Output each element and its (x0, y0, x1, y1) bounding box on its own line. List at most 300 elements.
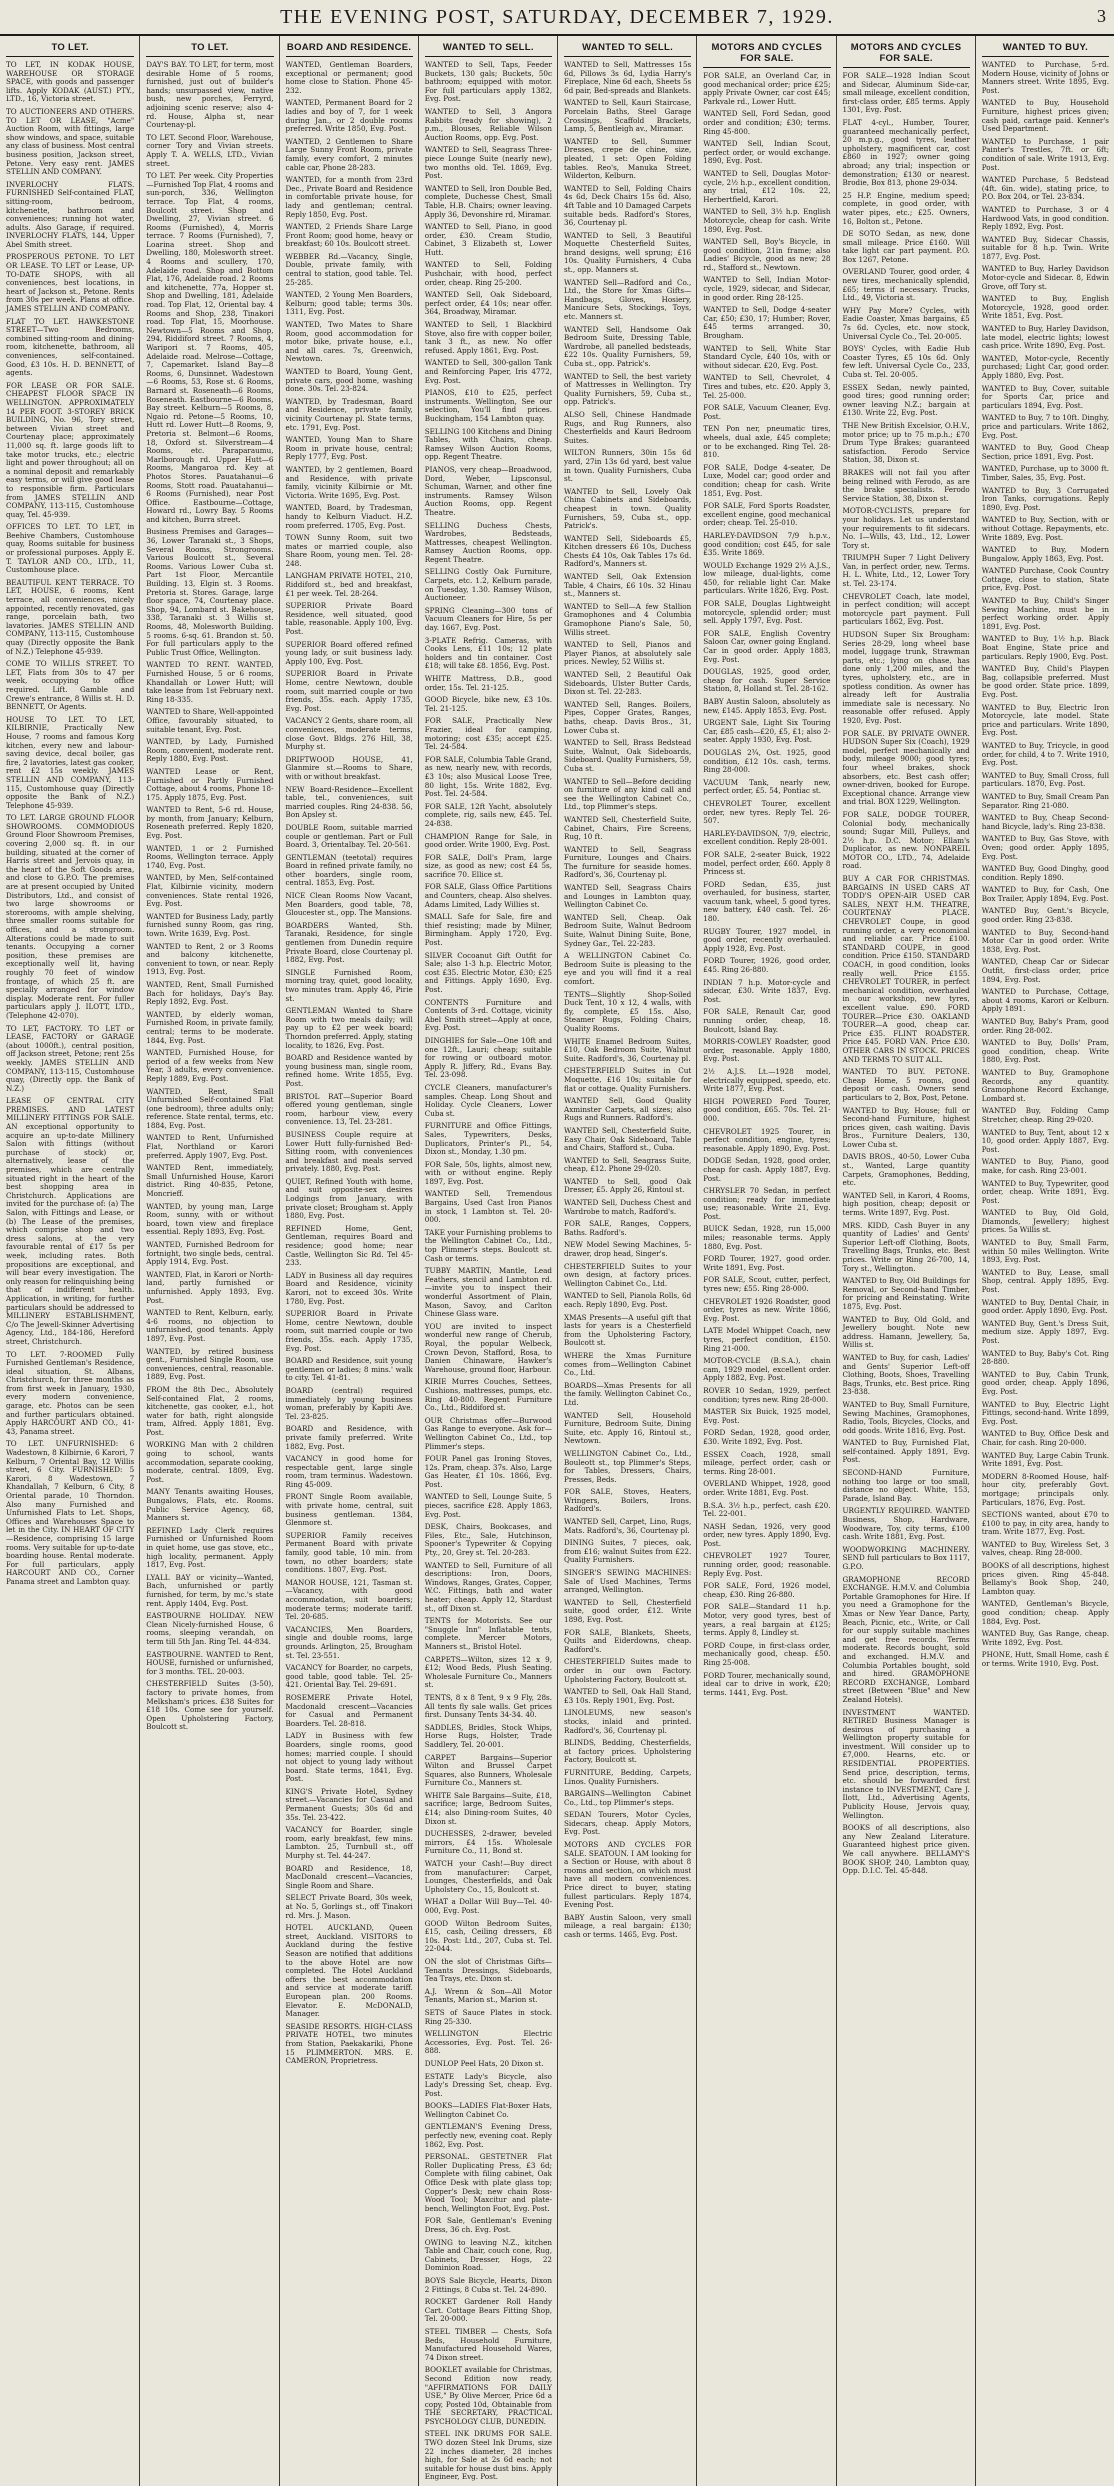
classified-ad: MANY Tenants awaiting Houses, Bungalows, Flats, etc. Rooms. Public Service Agency, 68, Manners st. (146, 1487, 274, 1523)
classified-ad: FOR SALE, an Overland Car, in good mechanical order; price £25; apply Private Owner, car cost £45; Parkvale rd., Lower Hutt. (703, 71, 831, 106)
classified-ad: WANTED Purchase, Cook Country Cottage, close to station, State price, Evg. Post. (981, 566, 1109, 593)
classified-ad: WANTED to Sell, Seagrass Three-piece Lounge Suite (nearly new), two months old. Tel. 1869, Evg. Post. (424, 145, 552, 181)
classified-ad: FURNITURE and Office Fittings, Sales, Typewriters, Desks, Duplicators, Printer's Pl., 54, Dixon st., Monday, 1.30 pm. (424, 1121, 552, 1157)
classified-ad: WANTED to Buy, 3 Corrugated Iron Tanks, corrugations. Reply 1890, Evg. Post. (981, 485, 1109, 512)
classified-ad: WANTED, Purchase, up to 3000 ft. Timber, Sales, 35, Evg. Post. (981, 464, 1109, 482)
column-heading: WANTED TO BUY. (982, 40, 1109, 57)
classified-ad: WANTED, 2 Friends Share Large Front Room; good home, heavy or breakfast; 60 10s. Boulcott street. (285, 222, 413, 249)
classified-ad: FOR SALE, 12ft Yacht, absolutely complete, rig, sails new, £45. Tel. 24-838. (424, 801, 552, 828)
classified-ad: WANTED to Board, Young Gent, private cars, good home, washing done. 30s. Tel. 23-824. (285, 367, 413, 394)
classified-ad: SPRING Cleaning—300 tons of Vacuum Cleaners for Hire, 5s per day. 1667, Evg. Post. (424, 605, 552, 633)
classified-ad: WANTED, Furnished House, for period of a few weeks from New Year, 3 adults, every convenience. Reply 1889, Evg. Post. (146, 1048, 274, 1083)
classified-ad: LADY in Business with few Boarders, single rooms, good homes; married couple. I should not object to young lady without board. State terms, 1841, Evg. Post. (285, 1731, 413, 1784)
classified-ad: TEN Pon ner, pneumatic tires, wheels, dual axle, £45 complete; or to be exchanged. Ring Tel. 28-810. (703, 424, 831, 460)
classified-ad: DOUBLE Room, suitable married couple or gentleman. Part or Full Board. 3, Orientalbay. Tel. 20-561. (285, 822, 413, 850)
classified-ad: VACANCY for Boarder, no carpets, good table, good table. Tel. 25-421. Oriental Bay. Tel. 29-691. (285, 1663, 413, 1690)
classified-ad: OVERLAND Whippet, 1928, good order. Write 1881, Evg. Post. (703, 1479, 831, 1497)
classified-ad: BLINDS, Bedding, Chesterfields, at factory prices. Upholstering Factory, Boulcott st. (564, 1738, 692, 1765)
classified-ad: GRAMOPHONE RECORD EXCHANGE. H.M.V. and Columbia Portable Gramophones for Hire. If you need a Gramophone for the Xmas or New Year Dance, Party, Beach, Picnic, etc., Write, or Call for our supply suitable machines and get free records. Terms moderate. Records bought, sold and exchanged. H.M.V. and Columbia Portables bought, sold and hired. GRAMOPHONE RECORD EXCHANGE, Lombard street (Between "Blue" and New Zealand Hotels). (842, 1574, 970, 1704)
classified-ad: BOOKS of all descriptions, also any New Zealand Literature. Guaranteed highest price given. We call anywhere. BELLAMY'S BOOK SHOP, 240, Lambton quay, Opp. D.I.C. Tel. 45-848. (842, 1823, 970, 1876)
classified-ad: WHITE Sale Bargains—Suite, £18, sacrifice; large, Bedroom Suites, £14; also Dining-room Suites, 40 Dixon st. (424, 1790, 552, 1826)
classified-ad: WELLINGTON Cabinet Co., Ltd., Bouleott st., top Plimmer's Steps, for Tables, Dressers, Chairs, Presses, Beds. (564, 1448, 692, 1484)
classified-ad: CHRYSLER 70 Sedan, in perfect condition; ready for immediate use; reasonable. Write 21, Evg. Post. (703, 1186, 831, 1221)
classified-ad: SECTIONS wanted, about £70 to £100 to pay, in city area, handy to tram. Write 1877, Evg. Post. (981, 1510, 1109, 1537)
classified-ad: OFFICES TO LET. TO LET, in Beehive Chambers, Customhouse quay, Rooms suitable for business or professional purposes. Apply E. T. TAYLOR AND CO., LTD., 11, Customhouse place. (6, 522, 135, 575)
classified-ad: OUR Christmas offer—Burwood Gas Range to everyone. Ask for—Wellington Cabinet Co., Ltd., top Plimmer's steps. (424, 1415, 552, 1451)
classified-ad: WANTED to Purchase, 5-rd. Modern House, vicinity of Johns or Manners street. Write 1895, Evg. Post. (981, 60, 1109, 95)
classified-ad: WANTED to Sell, Dodge 4-seater Car, £50; £30, 17; Humber; Rover, £45 terms arranged. 30, Brougham. (703, 305, 831, 341)
classified-ad: WANTED Sell, Oak Extension Table, 4 Chairs, £6 10s. 32 Hinau st., Manners st. (564, 572, 692, 599)
classified-ad: WHITE Mattress, D.B., good order, 15s. Tel. 21-125. (424, 674, 552, 692)
classified-ad: DESK, Chairs, Bookcases, and Files, Etc., Sale, Hutchinson, Spooner's Typewriter & Copying Pty., 20, Grey st. Tel. 20-283. (424, 1522, 552, 1558)
classified-ad: WANTED, Young Man to Share Room in private house, central; Reply 1777, Evg. Post. (285, 435, 413, 462)
classified-ad: WANTED Sell, 2 Beautiful Oak Sideboards, Ulster Butter Cards, Dixon st. Tel. 22-283. (564, 670, 692, 697)
classified-ad: WANTED to Sell, Seagrass Suite, cheap, £12. Phone 29-020. (564, 1155, 692, 1174)
classified-ad: WANTED, by elderly woman, Furnished Room, in private family, central; terms to be moderate. 1844, Evg. Post. (146, 1009, 274, 1045)
classified-ad: WANTED to Sell, Lounge Suite, 5 pieces, sacrifice £28. Apply 1863, Evg. Post. (424, 1492, 552, 1519)
classified-ad: WANTED to Sell, Douglas Motor-cycle, 2½ h.p., excellent condition, any trial, £12 10s. 22, Herbertfield, Karori. (703, 168, 831, 204)
classified-ad: WANTED to Sell, Piano, in good order, £30. Cream Studio, Cabinet, 3 Elizabeth st, Lower Hutt. (424, 222, 552, 257)
classified-ad: WANTED, Board, by Tradesman, handy to Kelburn Viaduct. H.Z. room preferred. 1705, Evg. Post. (285, 503, 413, 530)
classified-ad: TOWN Sunny Room, suit two mates or married couple, also Share Room, young men. Tel. 28-248. (285, 533, 413, 568)
classified-ad: WANTED to Sell, Folding Pushchair, with hood, perfect order, cheap. Ring 25-200. (424, 260, 552, 287)
classified-ad: WANTED to Sell, good Oak Dresser, £5. Apply 26, Rintoul st. (564, 1176, 692, 1195)
classified-ad: WANTED to Buy, Wireless Set, 3 valves, cheap. Ring 28-000. (981, 1539, 1109, 1558)
classified-ad: WANTED to Buy, Piano, good make, for cash. Ring 23-001. (981, 1157, 1109, 1175)
classified-ad: ROSEMERE Private Hotel, Macdonald crescent—Vacancies for Casual and Permanent Boarders. Tel. 28-818. (285, 1692, 413, 1728)
classified-ad: WANTED, Flat, in Karori or North-land, partly furnished or unfurnished. Apply 1893, Evg. Post. (146, 1269, 274, 1305)
classified-ad: DOUGLAS, 1925, good order, cheap for cash. Super Service Station, 8, Holland st. Tel. 28-162. (703, 667, 831, 694)
classified-ad: WANTED for Business Lady, partly furnished sunny Room, gas ring, town. Write 1639, Evg. Post. (146, 911, 274, 938)
classified-ad: INVESTMENT WANTED. RETIRED Business Manager is desirous of purchasing a Wellington property suitable for investment. Will consider up to £7,000. Hearns, etc. or RESIDENTIAL PROPERTIES. Send price, description, terms, etc. should be forwarded first instance to INVESTMENT, Care J. Ilott, Ltd., Advertising Agents, Publicity House, Jervois quay, Wellington. (842, 1707, 970, 1820)
classified-ad: CHEVROLET 1927 Tourer, running order, good; reasonable. Reply Evg. Post. (703, 1551, 831, 1578)
classified-ad: NASH Sedan, 1926, very good order, new tyres. Apply 1890, Evg. Post. (703, 1521, 831, 1548)
classified-ad: WANTED to Buy, for cash, Ladies' and Gents' Superior Left-off Clothing, Boots, Shoes, Travelling Bags, Trunks, etc. Best price. Ring 23-838. (842, 1352, 970, 1397)
classified-ad: WANTED to Sell, Iron Double Bed, complete, Duchesse Chest, Small Table, H.B. Chairs; owner leaving. Apply 36, Devonshire rd, Miramar. (424, 183, 552, 219)
classified-ad: WANTED Lease or Rent, Furnished or Partly Furnished Cottage, about 4 rooms, Phone 18-175. Apply 1875, Evg. Post. (146, 766, 274, 802)
classified-ad: A WELLINGTON Cabinet Co. Bedroom Suite is pleasing to the eye and you will find it a real comfort. (564, 951, 692, 986)
classified-ad: WANTED to Sell, Oak Hall Stand, £3 10s. Reply 1901, Evg. Post. (564, 1687, 692, 1705)
classified-ad: WANTED to Buy, Cabin Trunk, good order, cheap. Apply 1896, Evg. Post. (981, 1369, 1109, 1396)
classified-ad: LADY in Business all day requires Board and Residence, vicinity Karori, not to exceed 30s. Write 1780, Evg. Post. (285, 1270, 413, 1306)
classified-ad: MOTOR-CYCLISTS, prepare for your holidays. Let us understand your requirements to fit sidecars. No. I—Wills, 43, Ltd., 12, Lower Tory st. (842, 506, 970, 550)
classified-ad: WANTED to Buy, Typewriter, good order, cheap. Write 1891, Evg. Post. (981, 1178, 1109, 1205)
classified-ad: SINGLE Furnished Room, morning tray, quiet, good locality, two minutes tram. Apply 46, Pirie st. (285, 967, 413, 1003)
classified-ad: WANTED to Rent, Unfurnished Flat, Northland or Karori preferred. Apply 1907, Evg. Post. (146, 1133, 274, 1160)
classified-ad: SUPERIOR Board in Private Home, centre Newtown, double room, suit married couple or two friends, 35s. each. Apply 1735, Evg. Post. (285, 1309, 413, 1353)
classified-ad: WANTED to Purchase, Cottage, about 4 rooms, Karori or Kelburn. Apply 1891. (981, 987, 1109, 1014)
column-5 (557, 36, 696, 2486)
classified-ad: YOU are invited to inspect wonderful new range of Cherub, Royal, the popular Welbeck, Crown Devon, Stafford, Rosa, to Danien Chinaware, Hawker's Warehouse, ground floor, Harbour. (424, 1321, 552, 1374)
classified-ad: DOUGLAS 2¾, Ost. 1925, good condition, £12 10s. cash, terms. Ring 28-000. (703, 747, 831, 775)
classified-ad: PIANOS, very cheap—Broadwood, Dord, Weber, Lipsconsul, Schuman, Warner, and other fine instruments. Ramsey Wilson Auction Rooms, opp. Regent Theatre. (424, 464, 552, 517)
column-heading: WANTED TO SELL. (564, 40, 691, 57)
classified-ad: A.J. Wrenn & Son—All Motor Tenants, Marion st., Marion st. (424, 1986, 552, 2005)
column-8 (975, 36, 1114, 2486)
classified-ad: FOR SALE—Standard 11 h.p. Motor, very good tyres, best of years, a real bargain at £125; terms. Apply 8, Lindley st. (703, 1602, 831, 1638)
classified-ad: ALSO Sell, Chinese Handmade Rugs, and Rug Runners, also Chesterfields and Kauri Bedroom Suites. (564, 409, 692, 445)
classified-ad: GENTLEMAN'S Evening Dress, perfectly new, evening coat. Reply 1862, Evg. Post. (424, 2122, 552, 2149)
classified-ad: WANTED to Buy, 7 to 10ft. Dinghy, price and particulars. Write 1862, Evg. Post. (981, 413, 1109, 440)
classified-ad: INDIAN 7 h.p. Motor-cycle and sidecar, £30. Write 1837, Evg. Post. (703, 977, 831, 1004)
classified-ad: DODGE Sedan, 1928, good order, cheap for cash. Apply 1887, Evg. Post. (703, 1156, 831, 1183)
classified-ad: CONTENTS Furniture and Contents of 3-rd. Cottage, vicinity Abel Smith street—Apply at once, Evg. Post. (424, 997, 552, 1033)
column-3 (279, 36, 418, 2486)
classified-ad: WANTED Sell, Indian Scout, perfect order, or would exchange. 1890, Evg. Post. (703, 139, 831, 166)
classified-ad: PIANOS, £10 to £25, perfect instruments. Wellington, See our selection, You'll find prices. Buckingham, 154 Lambton quay. (424, 388, 552, 423)
classified-ad: GENTLEMAN Wanted to Share Room with two meals daily; will pay up to £2 per week board; Thorndon preferred. Apply, stating locality, to 1826, Evg. Post. (285, 1006, 413, 1050)
classified-ad: WANTED to Buy, Furnished Flat, self-contained. Apply 1891, Evg. Post. (842, 1438, 970, 1465)
classified-ad: CHESTERFIELD Suites made to order in our own Factory. Upholstering Factory, Boulcott st. (564, 1657, 692, 1684)
classified-ad: TO LET. LARGE GROUND FLOOR SHOWROOMS. COMMODIOUS Ground Floor Showroom Premises, covering 2,000 sq. ft. in our building, situated at the corner of Harris street and Jervois quay, in the heart of the Soft Goods area, and close to G.P.O. The premises are at present occupied by United Distributors, Ltd., and consist of two large showrooms or storerooms, with ample shelving, three smaller rooms suitable for offices, and a strongroom. Alterations could be made to suit tenants. Occupying a corner position, these premises are exceptionally well lit, having roughly 70 feet of window frontage, of which 25 ft. are specially arranged for window display. Moderate rent. For fuller particulars apply J. ILOTT, LTD., (Telephone 42-070). (6, 813, 135, 1020)
classified-ad: REFINED Lady Clerk requires Furnished or Unfurnished Room in quiet home, use gas stove, etc., high locality, permanent. Apply 1817, Evg. Post. (146, 1525, 274, 1570)
classified-ad: WANTED Sell, Chesterfield Suite, Cabinet, Chairs, Fire Screens, Rug, 10 ft. (564, 814, 692, 842)
classified-ad: DAVIS BROS., 40-50, Lower Cuba st., Wanted, Large quantity Carpets, Gramophones, Bedding, etc. (842, 1152, 970, 1188)
classified-ad: WANTED to Rent, 5-6 rd. House, by month, from January; Kelburn, Roseneath preferred. Reply 1820, Evg. Post. (146, 805, 274, 841)
classified-ad: ROCKET Gardener Roll Handy Cart. Cottage Bears Fitting Shop, Tel. 20-000. (424, 2297, 552, 2324)
classified-ad: BOARDS—Xmas Presents for all the family. Wellington Cabinet Co., Ltd. (564, 1380, 692, 1407)
classified-ad: MRS. KIDD, Cash Buyer in any quantity of Ladies' and Gents' Superior Left-off Clothing, Boots, Travelling Bags, Trunks, etc. Best prices. Write or Ring 26-700, 14, Tory st., Wellington. (842, 1220, 970, 1273)
classified-ad: GOOD Bicycle, bike new, £3 10s. Tel. 21-125. (424, 695, 552, 713)
classified-ad: INVERLOCHY FLATS. FURNISHED Self-contained FLAT, sitting-room, bedroom, kitchenette, bathroom and conveniences; running hot water, adults. Also Garage, if required. INVERLOCHY FLATS, 144, Upper Abel Smith street. (6, 179, 135, 249)
classified-ad: WANTED Buy, Large Cabin Trunk. Write 1891, Evg. Post. (981, 1450, 1109, 1469)
classified-ad: THE New British Excelsior, O.H.V., motor price; up to 75 m.p.h.; £70 Drum Type Brakes; guaranteed satisfaction. Ferodo Service Station, 38, Dixon st. (842, 420, 970, 465)
classified-ad: WANTED to Sell, Pianos and Player Pianos, at absolutely sale prices. Newley, 52 Willis st. (564, 640, 692, 667)
classified-ad: WANTED to Buy, Baby's Cot. Ring 28-880. (981, 1348, 1109, 1367)
classified-ad: WANTED Sell, Handsome Oak Bedroom Suite, Dressing Table, Wardrobe, all panelled bedsteads, £22 10s. Quality Furnishers, 59, Cuba st., opp. Patrick's. (564, 324, 692, 368)
classified-ad: BRISTOL RAT—Superior Board offered young gentleman, single room, harbour view, every convenience. 13, Tel. 23-281. (285, 1091, 413, 1127)
classified-ad: BOARDERS Wanted, Sth. Taranaki, Residence, for single gentlemen from Dunedin require Private Board, close Courtenay pl. 1882, Evg. Post. (285, 920, 413, 965)
classified-ad: BABY Austin Saloon, absolutely as new, £145. Apply 1853, Evg. Post. (703, 697, 831, 715)
classified-ad: WILTON Runners, 30in 15s 6d yard, 27in 13s 6d yard, best value in town. Quality Furnishers, Cuba st. (564, 448, 692, 484)
classified-ad: WANTED to Sell—A few Stallion Gramophones and 4 Columbia Gramophone Piano's Sale, 50, Willis street. (564, 601, 692, 637)
classified-ad: QUIET, Refined Youth with home, and suit opposite-sex desires Lodgings from January, with private closet; Brougham st. Apply 1880, Evg. Post. (285, 1176, 413, 1221)
classified-ad: FOR Sale, 50s, lights, almost new, with or without engine. Reply 1897, Evg. Post. (424, 1159, 552, 1186)
classified-ad: WANTED to Sell, Chesterfield suite, good order, £12. Write 1898, Evg. Post. (564, 1597, 692, 1624)
classified-ad: WANTED, Permanent Board for 2 ladies and boy of 7, for 1 week during Jan., or 2 double rooms preferred. Write 1850, Evg. Post. (285, 98, 413, 134)
classified-ad: WHY Pay More? Cycles, with Eadie Coaster, Xmas bargains, £5 7s 6d. Cycles, etc. now stock, Universal Cycle Co., Tel. 20-005. (842, 305, 970, 341)
classified-ad: CHEVROLET 1926 Roadster, good order, tyres as new. Write 1866, Evg. Post. (703, 1296, 831, 1323)
classified-ad: FOR SALE. BY PRIVATE OWNER. HUDSON Super Six (Coach), 1929 model, perfect mechanically and body, mileage 9000; good tyres; four wheel brakes, shock absorbers, etc. Best cash offer; owner-driven, booked for Europe. Exceptional chance. Arrange view and trial. BOX 1229, Wellington. (842, 728, 970, 807)
classified-ad: NICE Clean Rooms Now Vacant, Men Boarders, good table, 78, Gloucester st., opp. The Mansions. (285, 891, 413, 918)
column-2 (139, 36, 278, 2486)
classified-ad: PHONE, Hutt, Small Home, cash £ or terms. Write 1910, Evg. Post. (981, 1650, 1109, 1668)
classified-ad: WANTED to Sell, Summer Dresses, crepe de chine, size, pleated, 1 set: Open Folding tables. Reo's, Manuka Street, Wilderton, Kelburn. (564, 136, 692, 181)
classified-ad: FOR SALE, 2-seater Buick, 1922 model, perfect order, £60. Apply 8 Princess st. (703, 849, 831, 877)
column-heading: TO LET. (146, 40, 273, 57)
classified-ad: WATCH your Cash!—Buy direct from manufacturer: Carpet, Lounges, Chesterfields, and Oak Upholstery Co., 15, Boulcott st. (424, 1859, 552, 1894)
classified-ad: CHESTERFIELD Suites to your own design, at factory prices. Wellington Cabinet Co., Ltd. (564, 1261, 692, 1288)
classified-ad: DUNLOP Peel Hats, 20 Dixon st. (424, 2058, 544, 2068)
classified-ad: WANTED Buy, Gent.'s Bicycle, good order. Ring 23-838. (981, 906, 1109, 925)
classified-ad: BOOKS of all descriptions, highest prices given. Ring 45-848. Bellamy's Book Shop, 240, Lambton quay. (981, 1561, 1109, 1596)
classified-ad: SUPERIOR Board in Private Home, centre Newtown, double room, suit married couple or two friends, 35s. each. Apply 1735, Evg. Post. (285, 669, 413, 713)
classified-ad: WANTED to Share, Well-appointed Office, favourably situated, to suitable tenant, Evg. Post. (146, 707, 274, 734)
classified-ad: SELLING 100 Kitchens and Dining Tables, with Chairs, cheap. Ramsey Wilson Auction Rooms, opp. Regent Theatre. (424, 426, 552, 462)
classified-ad: WANTED, by retired business gent., Furnished Single Room, use conveniences, central, reasonable. 1889, Evg. Post. (146, 1346, 274, 1382)
classified-ad: DINGHIES for Sale—One 10ft and one 12ft., Lauri; cheap; suitable for rowing or outboard motor. Apply R. Jiffery, Rd., Evans Bay. Tel. 23-098. (424, 1035, 552, 1080)
classified-ad: WANTED to Sell, Furniture of all descriptions: Iron, Doors, Windows, Ranges, Grates, Copper, W.C. Fittings, bath and water heater; cheap. Apply 12, Stardust st., off Dixon st. (424, 1560, 552, 1613)
classified-ad: MASTER Six Buick, 1925 model, Evg. Post. (703, 1407, 831, 1425)
classified-columns (0, 36, 1114, 2482)
classified-ad: WANTED TO RENT. WANTED, Furnished House, 5 or 6 rooms, Khandallah or Lower Hutt; will take lease from 1st February next. Ring 18-335. (146, 660, 274, 704)
classified-ad: WANTED to Buy, Household Furniture, highest prices given; cash paid, cartage paid. Kenner's Used Department. (981, 98, 1109, 134)
classified-ad: FROM the 8th Dec., Absolutely Self-contained Flat, 2 rooms, kitchenette, gas cooker, e.l., hot water for bath, right alongside tram, Alfred. Apply 1881, Evg. Post. (146, 1384, 274, 1437)
column-heading: BOARD AND RESIDENCE. (286, 40, 413, 57)
column-heading: MOTORS AND CYCLES FOR SALE. (703, 40, 830, 68)
page-number: 3 (1097, 6, 1106, 26)
classified-ad: WANTED Sell, Carpet, Lino, Rugs, Mats. Radford's, 36, Courtenay pl. (564, 1517, 692, 1535)
classified-ad: WANTED Rent, immediately, Small Unfurnished House, Karori district. Ring 40-835, Petone, Moncrieff. (146, 1163, 274, 1199)
classified-ad: WHERE the Xmas Furniture comes from—Wellington Cabinet Co., Ltd. (564, 1350, 692, 1378)
classified-ad: WANTED Sell, Duchess Chest and Wardrobe to match, Radford's. (564, 1198, 692, 1216)
classified-ad: BOARD and Residence, with private family preferred. Write 1882, Evg. Post. (285, 1424, 413, 1451)
classified-ad: WANTED to Buy, House; full or Second-hand Furniture, highest prices given, cash waiting. Davis Bros., Furniture Dealers, 130, Lower Cuba st. (842, 1105, 970, 1149)
classified-ad: B.S.A. 3½ h.p., perfect, cash £20. Tel. 22-001. (703, 1500, 831, 1519)
classified-ad: BRAKES will not fail you after being relined with Ferodo, as are the brake specialists. Ferodo Service Station, 38, Dixon st. (842, 467, 970, 503)
classified-ad: 2½ A.J.S. Lt.—1928 model, electrically equipped, speedo, etc. Write 1877, Evg. Post. (703, 1066, 831, 1094)
classified-ad: FOR SALE, Columbia Table Grand, as new, nearly new, with records, £3 10s; also Musical Loose Tree, 80 light, 15s. Write 1882, Evg. Post. Tel. 24-584. (424, 754, 553, 799)
classified-ad: TUBBY MARTIN, Mantle, Lead Feathers, stencil and Lambton rd.—invite you to inspect their wonderful Assortment of Plain, Mason, Savoy, and Carlton Chinese Glass ware. (424, 1266, 552, 1319)
classified-ad: WANTED, Gentleman Boarders, exceptional or permanent; good home close to Station. Phone 45-232. (285, 60, 413, 95)
classified-ad: WANTED to Sell, Brass Bedstead Suite, Walnut, Oak Sideboards, Sideboard. Quality Furnishers, 59, Cuba st. (564, 738, 692, 773)
classified-ad: WANTED Buy, Baby's Pram, good order. Ring 28-002. (981, 1017, 1109, 1035)
classified-ad: WANTED Sell, Good Quality Axminster Carpets, all sizes; also Rugs and Runners. Radford's. (564, 1096, 692, 1123)
classified-ad: MANOR HOUSE, 121, Tasman st.—Vacancy, with good accommodation, suit boarders; moderate terms; moderate tariff. Tel. 20-685. (285, 1577, 413, 1622)
classified-ad: WORKING Man with 2 children going to school, wants accommodation, separate cooking, moderate, central. 1809, Evg. Post. (146, 1440, 274, 1484)
classified-ad: WANTED to Sell, Lovely Oak China Cabinets and Sideboards, cheapest in town. Quality Furnishers, 59, Cuba st., opp. Patrick's. (564, 486, 692, 531)
classified-ad: URGENTLY REQUIRED. WANTED Business, Shop, Hardware, Woodware, Toy, city terms, £100 cash. Write 1881, Evg. Post. (842, 1506, 970, 1542)
classified-ad: WANTED, by 2 gentlemen, Board and Residence, with private family, vicinity Kilbirnie or Mt. Victoria. Write 1695, Evg. Post. (285, 464, 413, 500)
classified-ad: WANTED to Buy, Old Gold, Diamonds, Jewellery; highest prices. 5a Willis st. (981, 1208, 1109, 1235)
classified-ad: FORD Tourer, mechanically sound, ideal car to drive in work, £20; terms. 1441, Evg. Post. (703, 1670, 831, 1697)
classified-ad: SELLING Costly Oak Furniture, Carpets, etc. 1.2, Kelburn parade, on Tuesday, 1.30. Ramsey Wilson, Auctioneer. (424, 567, 552, 603)
classified-ad: WANTED Sell, Tremendous Bargains, Used Cast Iron Pianos in stock, 1 Lambton st. Tel. 20-000. (424, 1189, 552, 1225)
classified-ad: WANTED to Buy, Tent, about 12 x 10, good order. Apply 1887, Evg. Post. (981, 1127, 1109, 1154)
classified-ad: TO LET, FACTORY. TO LET or LEASE, FACTORY or GARAGE (about 1000ft.), central position, off Jackson street, Petone; rent 25s weekly. JAMES STELLIN AND COMPANY, 113-115, Customhouse quay, (Directly opp. the Bank of N.Z.) (6, 1023, 135, 1093)
classified-ad: WANTED Sell, Ford Sedan, good order and condition; £30; terms. Ring 45-800. (703, 109, 831, 136)
classified-ad: COME TO WILLIS STREET. TO LET, Flats from 30s to 47 per week, occupying to office required. Lift. Gamble and Crewe's entrance, 8 Willis st. H. D. BENNETT, Or Agents. (6, 659, 135, 712)
classified-ad: SETS of Sauce Plates in stock. Ring 25-330. (424, 2007, 552, 2026)
classified-ad: CHEVROLET Tourer, excellent order, new tyres. Reply Tel. 26-507. (703, 798, 831, 826)
classified-ad: WANTED to Sell, Indian Motor-cycle, 1929, sidecar, and Sidecar, in good order. Ring 28-125. (703, 275, 831, 302)
classified-ad: DAY'S BAY. TO LET, for term, most desirable Home of 5 rooms, furnished, just out of builder's hands; unsurpassed view, native bush, new porches, Ferryrd, adjoining scenic reserve; also 4-rd. House, Alpha st, near Courtenay-pl. (146, 60, 274, 130)
classified-ad: RUGBY Tourer, 1927 model, in good order, recently overhauled. Apply 1928, Evg. Post. (703, 926, 831, 953)
classified-ad: WANTED to Buy, Harley Davidson Motor-cycle and Sidecar. 8, Edwin Grove, off Tory st. (981, 264, 1109, 291)
classified-ad: WANTED to Rent, 2 or 3 Rooms and balcony kitchenette, convenient to town, or near. Reply 1913, Evg. Post. (146, 941, 274, 977)
classified-ad: TENTS for Motorists. See our "Snuggle Inn" Inflatable tents, complete. Mercer Motors, Manners st., Bristol Hotel. (424, 1616, 552, 1651)
classified-ad: WEBBER Rd.—Vacancy, Single, Double, private family, with central to station, good table. Tel. 25-285. (285, 251, 413, 287)
classified-ad: CYCLE Cleaners, manufacturer's samples. Cheap. Long Shout and Holiday. Cycle Cleaners, Lower Cuba st. (424, 1082, 552, 1118)
classified-ad: WANTED, 2 Gentlemen to Share Large Sunny Front Room, private family, every comfort, 2 minutes cable car, Phone 28-283. (285, 136, 413, 172)
classified-ad: WANTED to Buy, for Cash, One Box Trailer, Apply 1894, Evg. Post. (981, 885, 1109, 903)
classified-ad: WANTED Buy, Gas Range, cheap. Write 1892, Evg. Post. (981, 1629, 1109, 1647)
classified-ad: FOR SALE, Dodge 4-seater, De Luxe, Model car; good order and condition; cheap for cash. Write 1851, Evg. Post. (703, 462, 831, 498)
column-4 (418, 36, 557, 2486)
classified-ad: GENTLEMAN (teetotal) requires Board in refined private family, no other boarders, single room, central. 1853, Evg. Post. (285, 852, 413, 888)
classified-ad: WANTED, by Tradesman, Board and Residence, private family, vicinity Courtenay pl. State terms, etc. 1791, Evg. Post. (285, 396, 413, 432)
classified-ad: WANTED to Sell, 1 Blackbird Stove, also fire with copper boiler, tank 3 ft., as new. No offer refused. Apply 1861, Evg. Post. (424, 320, 552, 355)
classified-ad: FOR SALE, Glass Office Partitions and Counters, cheap. Also shelves. Adams Limited, Lady Willies st. (424, 882, 552, 909)
classified-ad: WANTED to Sell, 3 Angora Rabbits (ready for showing), 2 p.m., Blouses, Reliable Wilson Auction Rooms, opp. Evg. Post. (424, 106, 552, 142)
classified-ad: WANTED to Buy, Gas Stove, with Oven; good order. Apply 1895, Evg. Post. (981, 834, 1109, 861)
classified-ad: WANTED Sell, in Karori, 4 Rooms, high position, cheap; deposit or terms. Write 1897, Evg. Post. (842, 1190, 970, 1218)
classified-ad: WANTED to Buy, Modern Bungalow, Apply 1863, Evg. Post. (981, 545, 1109, 563)
masthead-title: THE EVENING POST, SATURDAY, DECEMBER 7, 1929. (280, 5, 834, 28)
classified-ad: FOR SALE, Scout, cutter, perfect, tyres new; £55. Ring 28-000. (703, 1275, 831, 1294)
classified-ad: WANTED Sell, Chesterfield Suite, Easy Chair, Oak Sideboard, Table and Chairs, Stafford st., Cuba. (564, 1125, 692, 1153)
classified-ad: WANTED, 2 Young Men Boarders, Kelburn; good table; terms 30s. 1311, Evg. Post. (285, 290, 413, 317)
classified-ad: WANTED TO BUY. PETONE. Cheap Home, 5 rooms, good deposit or cash. Owners send particulars to 2, Box, Post, Petone. (842, 1067, 970, 1102)
classified-ad: XMAS Presents—A useful gift that lasts for years is a Chesterfield from the Upholstering Factory, Boulcott st. (564, 1312, 692, 1348)
classified-ad: ESSEX Sedan, newly painted, good tires; good running order; owner leaving N.Z.; bargain at £130. Write 22, Evg. Post. (842, 382, 970, 418)
classified-ad: WANTED to Buy, Small Cross, full particulars. 1870, Evg. Post. (981, 770, 1109, 789)
classified-ad: KING'S Private Hotel, Sydney street.—Vacancies for Casual and Permanent Guests; 30s 6d and 35s. Tel. 23-422. (285, 1786, 413, 1822)
classified-ad: ON the slot of Christmas Gifts—Tenants Dressings, Sideboards, Tea Trays, etc. Dixon st. (424, 1956, 552, 1984)
classified-ad: FOR SALE, Ford, 1926 model, cheap, £30. Ring 26-880. (703, 1581, 831, 1599)
classified-ad: HUDSON Super Six Brougham: Series 28-29, long wheel base model, luggage trunk, Strawman parts, etc.; lying on chase, has done only 1,200 miles, and the tyres, upholstery, etc., are in spotless condition. As owner has already left for Australia immediate sale is necessary. No reasonable offer refused. Apply 1920, Evg. Post. (842, 630, 970, 725)
classified-ad: GOOD Wilton Bedroom Suites, £15, cash, Ceiling dressers, £8 10s. Post: Ltd., 207, Cuba st. Tel. 22-044. (424, 1918, 552, 1954)
classified-ad: WANTED to Buy, Small Furniture, Sewing Machines, Gramophones, Radio, Tools, Bicycles, Clocks, and odd goods. Write 1816, Evg. Post. (842, 1399, 970, 1435)
classified-ad: 25 H.P. Engine, medium speed; complete, in good order, with water pipes, etc.; £25. Owners, 16, Bolton st., Petone. (842, 190, 970, 226)
classified-ad: FOR SALE, DODGE TOURER, Colonial body, mechanically sound; Sugar Mill, Pulleys, and 2½ h.p. D.C. Motor; Ellam's Duplicator, as new. NONPAREIL MOTOR CO., LTD., 74, Adelaide road. (842, 809, 970, 871)
classified-ad: FOR Sale, Gentleman's Evening Dress, 36 ch. Evg. Post. (424, 2216, 552, 2234)
classified-ad: SUPERIOR Board offered refined young lady, or suit business lady. Apply 100, Evg. Post. (285, 639, 413, 666)
classified-ad: VACANCIES, Men Boarders, single and double rooms, large grounds. Arlington, 25, Brougham st. Tel. 23-551. (285, 1624, 413, 1660)
classified-ad: MODERN 8-Roomed House, half-hour city, preferably Govt. mortgage; principals only. Particulars, 1876, Evg. Post. (981, 1471, 1109, 1507)
classified-ad: BEAUTIFUL KENT TERRACE. TO LET, HOUSE, 6 rooms, Kent terrace, all conveniences, nicely appointed, recently renovated, gas range, porcelain bath, two lavatories. JAMES STELLIN AND COMPANY, 113-115, Customhouse quay (Directly opposite the Bank of N.Z.) Telephone 45-939. (6, 577, 135, 656)
classified-ad: BOARD and Residence, suit young gentlemen or ladies; 8 mins.' walk to city. Tel. 41-81. (285, 1356, 413, 1383)
classified-ad: MOTORS AND CYCLES FOR SALE. SEATOUN. I AM looking for a Section or House, with about 8 rooms and section, on which must have all modern conveniences. Price direct to buyer, stating fullest particulars. Reply 1874, Evening Post. (564, 1840, 692, 1910)
classified-ad: WANTED to Buy, Lease, small Shop, central. Apply 1895, Evg. Post. (981, 1267, 1109, 1295)
classified-ad: BOYS' Cycles, with Eadie Hub Coaster Tyres, £5 10s 6d. Only few left. Universal Cycle Co., 233, Cuba st. Tel. 20-005. (842, 344, 970, 379)
classified-ad: FOR SALE, Ranges, Coppers, Baths. Radford's. (564, 1219, 692, 1237)
classified-ad: SUPERIOR Private Board Residence, well situated, good table, reasonable. Apply 100, Evg. Post. (285, 601, 413, 637)
classified-ad: HARLEY-DAVIDSON 7/9 h.p.v., good condition; cost £45, for sale £35. Write 1869. (703, 530, 831, 558)
classified-ad: FORD Coupe, in first-class order, mechanically good, cheap. £50. Ring 25-008. (703, 1640, 831, 1667)
classified-ad: WANTED, Rent, Small Furnished Bach for holidays, Day's Bay. Reply 1892, Evg. Post. (146, 979, 274, 1007)
classified-ad: CARPETS—Wilton, sizes 12 x 9, £12; Wood Beds, Plush Seating. Wholesale Furniture Co., Manners st. (424, 1654, 552, 1690)
classified-ad: FOR SALE, Stoves, Heaters, Wringers, Boilers, Irons. Radford's. (564, 1487, 692, 1514)
classified-ad: SEDAN Tourers, Motor Cycles, Sidecars, cheap. Apply Motors, Evg. Post. (564, 1810, 692, 1837)
classified-ad: FOR SALE, English Coventry Saloon Car, owner going England. Car in good order. Apply 1883, Evg. Post. (703, 628, 831, 664)
classified-ad: CHESTERFIELD Suites in Cut Moquette, £16 10s; suitable for flat or cottage. Quality Furnishers. (564, 1066, 692, 1093)
classified-ad: VACANCY 2 Gents, share room, all conveniences, moderate terms, close Govt. Bldgs. 276 Hill, 38, Murphy st. (285, 716, 413, 752)
classified-ad: FRONT Single Room available, with private home, central, suit business gentleman. 1384, Glenmore st. (285, 1492, 413, 1528)
classified-ad: KIRIE Murres Couches, Settees, Cushions, mattresses, pumps, etc. Ring 40-800. Regent Furniture Co., Ltd., Riddiford st. (424, 1377, 552, 1413)
classified-ad: WANTED to Sell, Mattresses 15s 6d, Pillows 3s 6d, Lydia Harry's Fireplace, Nine 6d each, Sheets 5s 6d pair, Bed-spreads and Blankets. (564, 60, 692, 95)
classified-ad: FORD Tourer, 1927, good order. Write 1891, Evg. Post. (703, 1254, 831, 1272)
classified-ad: WANTED to Sell, 3 Beautiful Moquette Chesterfield Suites, brand designs, well sprung; £16 10s. Quality Furnishers, 4 Cuba st., opp. Manners st. (564, 230, 692, 275)
classified-ad: CHAMPION Range for Sale, in good order. Write 1900, Evg. Post. (424, 831, 552, 850)
classified-ad: EASTBOURNE. WANTED to Rent, HOUSE, furnished or unfurnished, for 3 months. TEL. 20-003. (146, 1649, 274, 1676)
classified-ad: WANTED to Sell, Seagrass Furniture, Lounges and Chairs. The furniture for seaside homes. Radford's, 36, Courtenay pl. (564, 844, 692, 880)
classified-ad: WANTED to Buy, Good Cheap Section, price 1891, Evg. Post. (981, 443, 1109, 461)
classified-ad: WANTED, Rent, Small Unfurnished Self-contained Flat (one bedroom), three adults only; reference. State rental, terms, etc. 1884, Evg. Post. (146, 1086, 274, 1130)
classified-ad: 3-PLATE Refrig. Cameras, with Cooks Lens, £11 10s; 12 plate holders and tin container. Cost £18; will take £8. 1856, Evg. Post. (424, 635, 552, 671)
classified-ad: WANTED to Buy, Office Desk and Chair, for cash. Ring 20-000. (981, 1429, 1109, 1447)
classified-ad: FOR SALE—1928 Indian Scout and Sidecar, Aluminum Side-car, small mileage, excellent condition, first-class order, £85 terms. Apply 1301, Evg. Post. (842, 71, 970, 115)
classified-ad: FORD Sedan, £35, just overhauled, for business, starter, vacuum tank, wheel, 5 good tyres, new battery, £40 cash. Tel. 26-180. (703, 879, 831, 924)
classified-ad: Business Premises and Garages—36, Lower Taranaki st., 3 Shops, Several Rooms, Strongrooms. Various Boulcott st., Several Rooms. Various Lower Cuba st. Part 1st Floor, Mercantile Building. 13, Elgin st. 3 Rooms. Pretoria st. Stores. Garage, large floor space, 74, Courtenay place. Shop, 94, Lombard st. Bakehouse, 338, Taranaki st. 3 Willis st. Rooms, 48, Molesworth Building. 5 rooms. 6-sq. 61. Brandon st. 50. For full particulars apply to the Public Trust Office, Wellington. (146, 527, 274, 657)
classified-ad: WANTED Purchase, 5 Bedstead (4ft. 6in. wide), stating price, to P.O. Box 204, or Tel. 23-834. (981, 175, 1109, 202)
classified-ad: LINOLEUMS, new season's stocks, inlaid and printed. Radford's, 36, Courtenay pl. (564, 1708, 692, 1735)
classified-ad: LEASE OF CENTRAL CITY PREMISES. AND LATEST MILLINERY FITTINGS FOR SALE. AN exceptional opportunity to acquire an up-to-date Millinery Salon with fittings (without purchase of stock) or, alternatively, lease of the premises, which are centrally situated right in the heart of the best shopping area in Christchurch. Applications are invited for the purchase of: (a) The Salon, with Fittings and Lease, or (b) The Lease of the premises, which comprise shop and two dress salons, at the very favourable rental of £17 5s per week, including rates. Both propositions are exceptional, and will bear every investigation. The only reason for relinquishing being that of indifferent health. Application, in writing, for further particulars should be addressed to MILLINERY ESTABLISHMENT, C/o The Jewell-Skinner Advertising Agency, Ltd., 184-186, Hereford street, Christchurch. (6, 1096, 135, 1346)
classified-ad: WANTED to Sell, 3½ h.p. English Motorcycle, cheap for cash. Write 1890, Evg. Post. (703, 207, 831, 234)
classified-ad: WANTED Sell—Radford and Co., Ltd., the Store for Xmas Gifts—Handbags, Gloves, Hosiery, Manicure Sets, Stockings, Toys, etc. Manners st. (564, 277, 692, 322)
classified-ad: WANTED to Sell, 300-gallon Tank and Reinforcing Paper, Iris 4772, Evg. Post. (424, 358, 552, 385)
classified-ad: WANTED to Sell, Pianola Rolls, 6d each. Reply 1890, Evg. Post. (564, 1291, 692, 1309)
classified-ad: WANTED, Furnished Bedroom for fortnight, two single beds, central. Apply 1914, Evg. Post. (146, 1240, 274, 1267)
classified-ad: WANTED to Sell, Kauri Staircase, Porcelain Baths, Steel Garage Crossings, Scaffold Brackets, Lamp, 5, Bentleigh av., Miramar. (564, 98, 692, 134)
classified-ad: TENTS—Slightly Shop-Soiled Duck Tent, 10 x 12, 4 walls, with fly, complete, £5 15s. Also, Steamer Rugs, Folding Chairs, Quality Rooms. (564, 989, 692, 1033)
classified-ad: LANGHAM PRIVATE HOTEL, 210, Riddiford st., bed and breakfast, £1 per week. Tel. 28-264. (285, 571, 413, 598)
classified-ad: WANTED to Buy, Small Cream Pan Separator. Ring 21-080. (981, 791, 1109, 810)
classified-ad: TENTS, 8 x 8 Tent, 9 x 9 Fly, 28s. All tents fly sale walls. Get prices first. Dunsany Tents 34-34. 40. (424, 1692, 552, 1720)
classified-ad: FOUR Panel gas Ironing Stoves, 12s. Pram, cheap. 37s. Also, Large Gas Heater, £1 10s. 1866, Evg. Post. (424, 1454, 552, 1489)
classified-ad: LYALL BAY or vicinity—Wanted, Bach, unfurnished or partly furnished, for term, by mc.'s state rent. Apply 1404, Evg. Post. (146, 1572, 274, 1608)
classified-ad: SMALL Safe for Sale, fire and thief resisting; made by Milner, Birmingham. Apply 1720, Evg. Post. (424, 912, 552, 948)
classified-ad: WANTED Buy, Child's Playpen Bag, collapsible preferred. Must be good order. State price. 1899, Evg. Post. (981, 664, 1109, 699)
classified-ad: VACANCY in good home for respectable gent, large single room, tram terminus. Wadestown. Ring 45-009. (285, 1454, 413, 1489)
classified-ad: OWING to leaving N.Z., kitchen Table and Chair, couch cone, Rug, Cabinets, Dresser, Hogs, 22 Dominion Road. (424, 2237, 552, 2273)
classified-ad: VACANCY for Boarder, single room, early breakfast, few mins. Lambton. 25, Turnbull st., off Murphy st. Tel. 44-247. (285, 1825, 413, 1861)
classified-ad: HIGH POWERED Ford Tourer, good condition, £65. 70s. Tel. 21-000. (703, 1096, 831, 1123)
classified-ad: WANTED Buy, Sidecar Chassis, suitable for 8 h.p. Twin. Write 1877, Evg. Post. (981, 234, 1109, 261)
classified-ad: DE SOTO Sedan, as new, done small mileage. Price £160. Will take light car part payment. P.O. Box 1267, Petone. (842, 229, 970, 264)
masthead (0, 0, 1114, 36)
classified-ad: BUSINESS Couple require at Lower Hutt fully-furnished Bed-Sitting room, with conveniences and breakfast and meals served privately. 1880, Evg. Post. (285, 1129, 413, 1174)
classified-ad: STEEL TIMBER — Chests, Sofa Beds, Household Furniture, Manufactured Household Wares, 74 Dixon street. (424, 2326, 552, 2362)
classified-ad: FORD Sedan, 1928, good order, £30. Write 1892, Evg. Post. (703, 1428, 831, 1446)
classified-ad: WANTED to Buy, Electric Iron Motorcycle, late model. State price and particulars. Write 1890, Evg. Post. (981, 702, 1109, 738)
classified-ad: WANTED to Sell, Taps, Feeder Buckets, 130 gals; Buckets, 50c bathroom; equipped with motor. For full particulars apply 1382, Evg. Post. (424, 60, 552, 104)
classified-ad: WANTED to Buy, English Motorcycle, 1928, good order. Write 1851, Evg. Post. (981, 294, 1109, 321)
classified-ad: FOR SALE, Douglas Lightweight motorcycle, splendid order; must sell. Apply 1797, Evg. Post. (703, 599, 831, 626)
classified-ad: LATE Model Whippet Coach, new tyres, perfect condition, £150. Ring 21-000. (703, 1326, 831, 1353)
classified-ad: WANTED, by Lady, Furnished Room, convenient, moderate rent. Reply 1880, Evg. Post. (146, 737, 274, 764)
classified-ad: TRIUMPH Super 7 Light Delivery Van, in perfect order, new. Terms. H. L. White, Ltd., 12, Lower Tory st. Tel. 23-174. (842, 553, 970, 589)
classified-ad: WANTED, 1 or 2 Furnished Rooms, Wellington terrace. Apply 1740, Evg. Post. (146, 843, 274, 870)
classified-ad: HARLEY-DAVIDSON, 7/9, electric, excellent condition. Reply 28-001. (703, 828, 831, 847)
classified-ad: WANTED to Purchase, 1 pair Painter's Trestles, 7ft. or 6ft; condition of sale. Write 1913, Evg. Post. (981, 136, 1109, 172)
classified-ad: WANTED to Buy, Dental Chair, in good order. Apply 1890, Evg. Post. (981, 1297, 1109, 1316)
column-6 (696, 36, 835, 2486)
classified-ad: WANTED, Two Mates to Share Room, good accommodation for motor bike, private house, e.l., and all cares. 7s, Greenwich, Newtown. (285, 320, 413, 364)
classified-ad: ESSEX Coach, 1928, small mileage, perfect order, cash or terms. Ring 28-001. (703, 1449, 831, 1476)
classified-ad: WANTED to Sell, Folding Chairs 4s 6d, Deck Chairs 15s 6d. Also, 4ft Table and 10 Damaged Carpets suitable beds. Radford's Stores, 36, Courtenay pl. (564, 183, 692, 228)
classified-ad: FOR SALE, Vacuum Cleaner, Evg. Post. (703, 403, 831, 421)
classified-ad: BUICK Sedan, 1928, run 15,000 miles; reasonable terms. Apply 1880, Evg. Post. (703, 1224, 831, 1251)
classified-ad: WANTED, Cheap Car or Sidecar Outfit, first-class order, price 1894, Evg. Post. (981, 957, 1109, 984)
classified-ad: NEW Model Sewing Machines, 5-drawer, drop head, Singer's. (564, 1240, 692, 1259)
classified-ad: TAKE your Furnishing problems to the Wellington Cabinet Co., Ltd., top Plimmer's steps. Boulcott st. Cash or terms. (424, 1227, 552, 1263)
classified-ad: TO LET. 7-ROOMED Fully Furnished Gentleman's Residence, ideal situation, St. Albans, Christchurch, for three months as from first week in January, 1930, every modern convenience, garage, etc. Photos can be seen and further particulars obtained. Apply HARCOURT AND CO., 41-43, Panama street. (6, 1349, 135, 1436)
classified-ad: TO LET, IN KODAK HOUSE, WAREHOUSE OR STORAGE SPACE, with goods and passenger lifts. Apply KODAK (AUST.) PTY., LTD., 16, Victoria street. (6, 60, 135, 104)
classified-ad: FOR SALE, Practically New Frazier, ideal for camping, motoring; cost £35; accept £25. Tel. 24-584. (424, 716, 552, 752)
classified-ad: WANTED Buy, Good Dinghy, good condition. Reply 1890. (981, 864, 1109, 882)
classified-ad: WANTED to Buy, Dolls' Pram, good condition, cheap. Write 1880, Evg. Post. (981, 1038, 1109, 1065)
classified-ad: WANTED Buy, Folding Camp Stretcher, cheap. Ring 29-020. (981, 1106, 1109, 1124)
classified-ad: PROSPEROUS PETONE. TO LET OR LEASE. TO LET or Lease, UP-TO-DATE SHOPS, with all conveniences, best locations, in heart of Jackson st., Petone. Rents from 30s per week. Plans at office. JAMES STELLIN AND COMPANY. (6, 252, 135, 314)
classified-ad: FLAT 4-cyl., Humber, Tourer, guaranteed mechanically perfect, 20 m.p.g., good tyres, leather upholstery, magnificent car, cost £860 in 1927; owner going abroad; any trial; inspection or demonstration; £130 or nearest. Brodie, Box 813, phone 29-034. (842, 117, 970, 188)
classified-ad: PERSONAL. GESTETNER Flat Roller Duplicating Press, £3 6d; Complete with filing cabinet, Oak Office Desk with plate glass top; Copper's Desk; new chain Ross-Wood Tool; Maxcitur and plate-bench, Wellington Foot, Evg. Post. (424, 2152, 552, 2213)
classified-ad: NEW Board-Residence—Excellent table, tel., conveniences, suit married couples. Ring 24-838. 56, Bon Apsley st. (285, 784, 413, 820)
classified-ad: DRIFTWOOD HOUSE, 41, Glanmire st.—Rooms to Share, with or without breakfast. (285, 754, 413, 781)
classified-ad: WANTED, by Men, Self-contained Flat, Kilbirnie vicinity, modern conveniences. State rental 1926, Evg. Post. (146, 873, 274, 909)
classified-ad: WANTED, by young man, Large Room, sunny, with or without board, town view and fireplace essential. Reply 1893, Evg. Post. (146, 1201, 274, 1237)
classified-ad: FOR SALE, Ford Sports Roadster, excellent engine, good mechanical order; cheap. Tel. 25-010. (703, 501, 831, 528)
